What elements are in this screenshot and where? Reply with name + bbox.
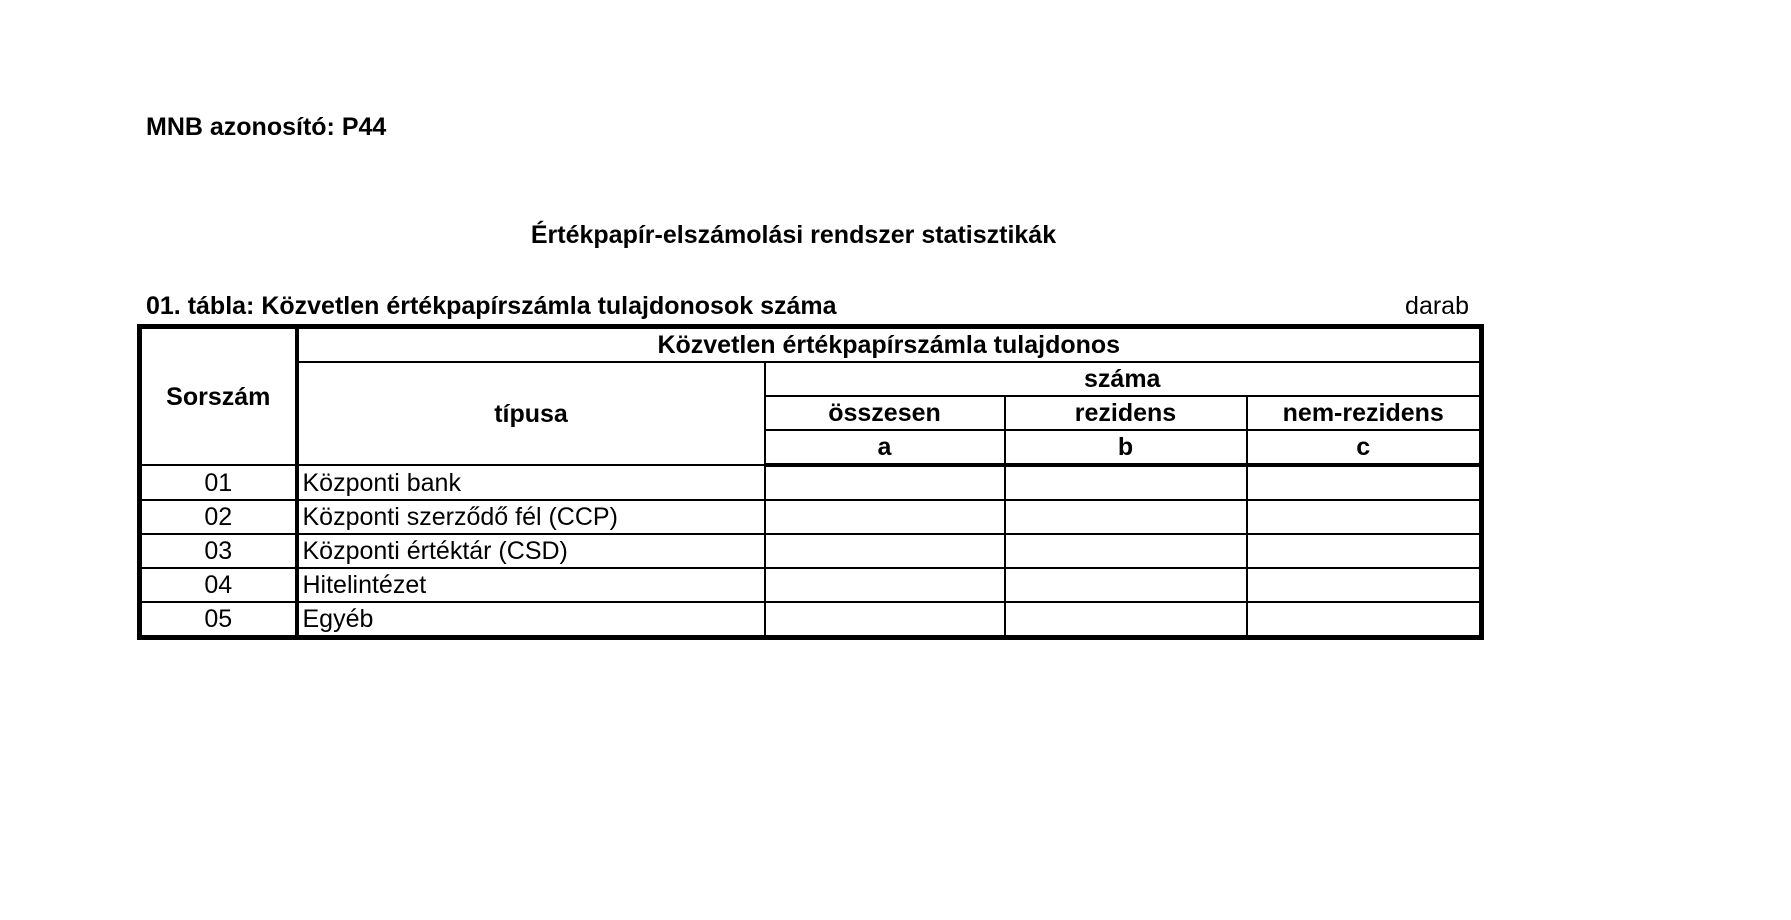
row-label: Központi bank	[297, 465, 765, 500]
row-number: 04	[140, 568, 297, 602]
sorszam-header: Sorszám	[140, 327, 297, 466]
row-label: Központi értéktár (CSD)	[297, 534, 765, 568]
column-code-b: b	[1005, 430, 1247, 465]
group-header: Közvetlen értékpapírszámla tulajdonos	[297, 327, 1482, 363]
cell-a[interactable]	[765, 534, 1005, 568]
row-number: 02	[140, 500, 297, 534]
cell-a[interactable]	[765, 602, 1005, 638]
row-number: 05	[140, 602, 297, 638]
cell-a[interactable]	[765, 500, 1005, 534]
table-caption: 01. tábla: Közvetlen értékpapírszámla tulajdonosok száma	[146, 292, 837, 320]
table-row	[140, 500, 1482, 534]
osszesen-header: összesen	[765, 396, 1005, 430]
cell-c[interactable]	[1247, 534, 1482, 568]
cell-b[interactable]	[1005, 534, 1247, 568]
column-code-a: a	[765, 430, 1005, 465]
cell-b[interactable]	[1005, 602, 1247, 638]
header-row-2	[140, 362, 1482, 396]
cell-c[interactable]	[1247, 602, 1482, 638]
cell-c[interactable]	[1247, 568, 1482, 602]
rezidens-header: rezidens	[1005, 396, 1247, 430]
document-title: Értékpapír-elszámolási rendszer statisztikák	[530, 221, 1057, 249]
cell-b[interactable]	[1005, 500, 1247, 534]
nem-rezidens-header: nem-rezidens	[1247, 396, 1482, 430]
cell-a[interactable]	[765, 568, 1005, 602]
szama-header: száma	[765, 362, 1482, 396]
cell-b[interactable]	[1005, 568, 1247, 602]
table-row	[140, 465, 1482, 500]
cell-c[interactable]	[1247, 500, 1482, 534]
mnb-identifier: MNB azonosító: P44	[146, 113, 387, 141]
row-label: Egyéb	[297, 602, 765, 638]
cell-c[interactable]	[1247, 465, 1482, 500]
row-label: Központi szerződő fél (CCP)	[297, 500, 765, 534]
header-row-1	[140, 327, 1482, 363]
cell-b[interactable]	[1005, 465, 1247, 500]
row-number: 03	[140, 534, 297, 568]
column-code-c: c	[1247, 430, 1482, 465]
unit-label: darab	[1405, 292, 1469, 320]
row-number: 01	[140, 465, 297, 500]
data-table	[137, 324, 1484, 640]
cell-a[interactable]	[765, 465, 1005, 500]
table-row	[140, 602, 1482, 638]
table-row	[140, 568, 1482, 602]
row-label: Hitelintézet	[297, 568, 765, 602]
table-row	[140, 534, 1482, 568]
tipusa-header: típusa	[297, 362, 765, 465]
